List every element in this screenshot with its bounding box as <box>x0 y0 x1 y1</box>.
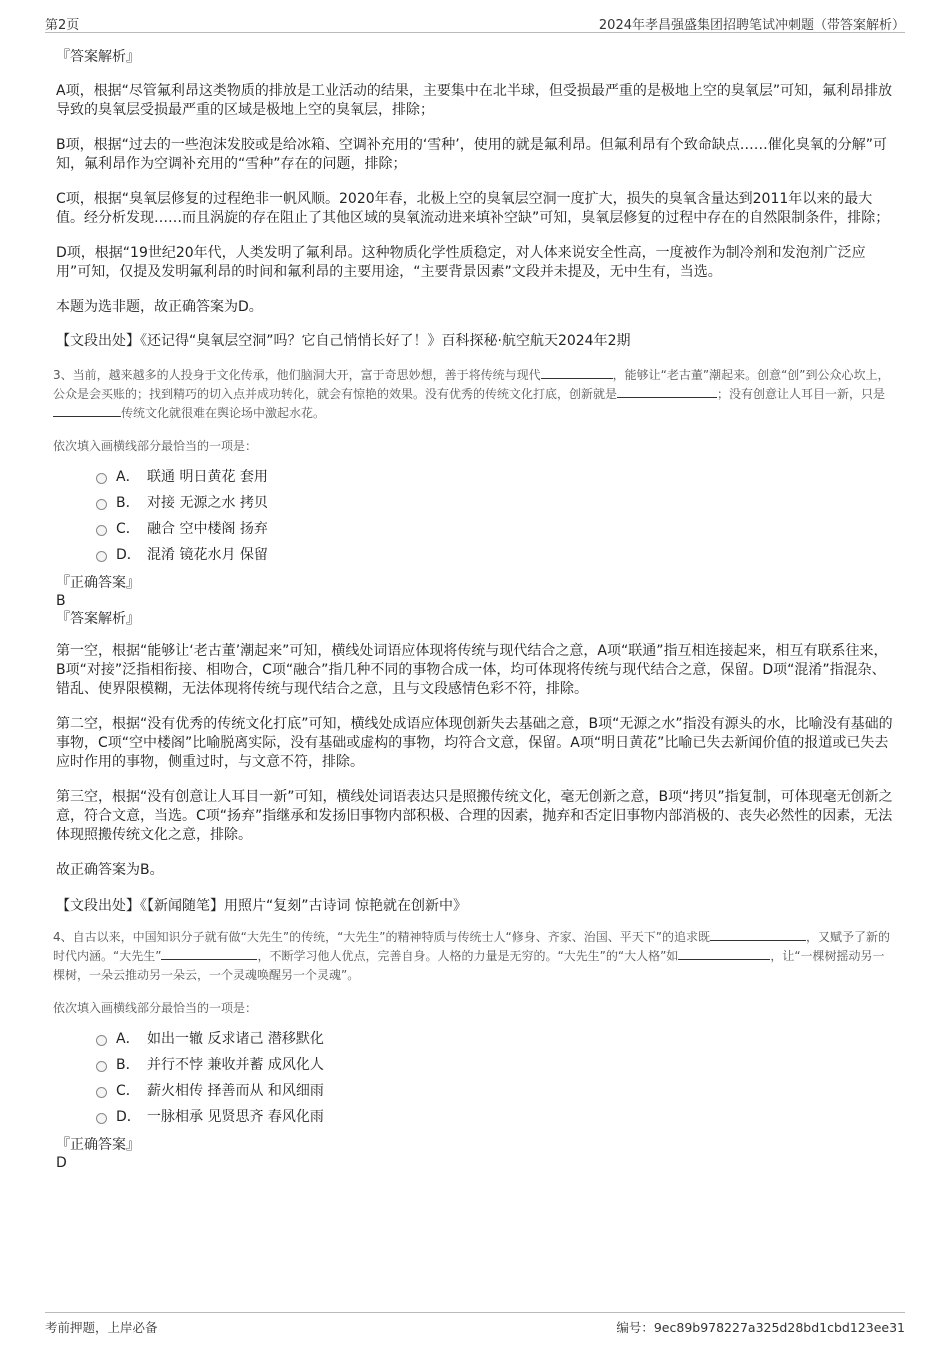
q4-correct-answer: D <box>56 1155 67 1171</box>
document-code: 编号：9ec89b978227a325d28bd1cbd123ee31 <box>616 1320 905 1335</box>
q3-analysis-2: 第二空，根据“没有优秀的传统文化打底”可知，横线处成语应体现创新失去基础之意，B项“无源之水”指没有源头的水，比喻没有基础的事物，C项“空中楼阁”比喻脱离实际，没有基础或虚构的事物，均符合文意，保留。A项“明日黄花”比喻已失去新闻价值的报道或已失去应时作用的事物，侧重过时，与文意不符，排除。 <box>56 716 893 770</box>
radio-icon[interactable] <box>96 1087 107 1098</box>
radio-icon[interactable] <box>96 551 107 562</box>
q3-analysis-tag: 『答案解析』 <box>56 611 140 627</box>
q2-source: 【文段出处】《还记得“臭氧层空洞”吗？它自己悄悄长好了！》百科探秘·航空航天2024年2期 <box>56 333 631 349</box>
page-number: 第2页 <box>45 18 80 33</box>
radio-icon[interactable] <box>96 1113 107 1124</box>
q3-option-d[interactable]: D． 混淆 镜花水月 保留 <box>56 542 896 568</box>
q3-blank-1 <box>541 366 613 379</box>
radio-icon[interactable] <box>96 1035 107 1046</box>
q4-question: 4、自古以来，中国知识分子就有做“大先生”的传统，“大先生”的精神特质与传统士人“修身、齐家、治国、平天下”的追求既 ，又赋予了新的时代内涵。“大先生” ，不断学习他人优点，完善自身。人格的力量是无穷的。“大先生”的“大人格”如 ，让“一棵树摇动另一棵树，一朵云推动另一朵云，一个灵魂唤醒另一个灵魂”。 <box>53 930 890 982</box>
q4-blank-3 <box>678 947 770 960</box>
q3-option-c[interactable]: C． 融合 空中楼阁 扬弃 <box>56 516 896 542</box>
q4-option-c[interactable]: C． 薪火相传 择善而从 和风细雨 <box>56 1078 896 1104</box>
radio-icon[interactable] <box>96 525 107 536</box>
radio-icon[interactable] <box>96 499 107 510</box>
q3-correct-tag: 『正确答案』 <box>56 575 140 591</box>
q4-prompt: 依次填入画横线部分最恰当的一项是： <box>53 1001 258 1015</box>
q4-option-d[interactable]: D． 一脉相承 见贤思齐 春风化雨 <box>56 1104 896 1130</box>
q3-option-a[interactable]: A． 联通 明日黄花 套用 <box>56 464 896 490</box>
q4-option-a[interactable]: A． 如出一辙 反求诸己 潜移默化 <box>56 1026 896 1052</box>
q3-correct-answer: B <box>56 593 66 609</box>
q3-blank-3 <box>53 404 121 417</box>
q2-analysis-d: D项，根据“19世纪20年代，人类发明了氟利昂。这种物质化学性质稳定，对人体来说安全性高，一度被作为制冷剂和发泡剂广泛应用”可知，仅提及发明氟利昂的时间和氟利昂的主要用途，“主要背景因素”文段并未提及，无中生有，当选。 <box>56 245 866 280</box>
q2-analysis-b: B项，根据“过去的一些泡沫发胶或是给冰箱、空调补充用的‘雪种’，使用的就是氟利昂。但氟利昂有个致命缺点……催化臭氧的分解”可知，氟利昂作为空调补充用的“雪种”存在的问题，排除； <box>56 137 888 172</box>
q3-analysis-1: 第一空，根据“能够让‘老古董’潮起来”可知，横线处词语应体现将传统与现代结合之意，A项“联通”指互相连接起来，相互有联系往来，B项“对接”泛指相衔接、相吻合，C项“融合”指几种不同的事物合成一体，均可体现将传统与现代结合之意，保留。D项“混淆”指混杂、错乱、使界限模糊，无法体现将传统与现代结合之意，且与文段感情色彩不符，排除。 <box>56 643 888 697</box>
page-footer <box>45 1312 905 1335</box>
q3-options <box>56 464 896 568</box>
q3-blank-2 <box>617 385 717 398</box>
q3-question: 3、当前，越来越多的人投身于文化传承，他们脑洞大开，富于奇思妙想，善于将传统与现代 ，能够让“老古董”潮起来。创意“创”到公众心坎上，公众是会买账的；找到精巧的切入点并成功转化，就会有惊艳的效果。没有优秀的传统文化打底，创新就是 ；没有创意让人耳目一新，只是传统文化就很难在舆论场中激起水花。 <box>53 368 890 420</box>
page-header <box>45 12 905 33</box>
radio-icon[interactable] <box>96 473 107 484</box>
main-content <box>53 44 896 1172</box>
radio-icon[interactable] <box>96 1061 107 1072</box>
q3-option-b[interactable]: B． 对接 无源之水 拷贝 <box>56 490 896 516</box>
q3-conclusion: 故正确答案为B。 <box>56 862 164 878</box>
q3-source: 【文段出处】《【新闻随笔】用照片“复刻”古诗词 惊艳就在创新中》 <box>56 898 467 914</box>
q4-option-b[interactable]: B． 并行不悖 兼收并蓄 成风化人 <box>56 1052 896 1078</box>
q4-correct-tag: 『正确答案』 <box>56 1137 140 1153</box>
q2-analysis-a: A项，根据“尽管氟利昂这类物质的排放是工业活动的结果，主要集中在北半球，但受损最严重的是极地上空的臭氧层”可知，氟利昂排放导致的臭氧层受损最严重的区域是极地上空的臭氧层，排除； <box>56 83 893 118</box>
q2-analysis-tag: 『答案解析』 <box>56 49 140 65</box>
document-title: 2024年孝昌强盛集团招聘笔试冲刺题（带答案解析） <box>598 18 905 33</box>
q3-analysis-3: 第三空，根据“没有创意让人耳目一新”可知，横线处词语表达只是照搬传统文化，毫无创新之意，B项“拷贝”指复制，可体现毫无创新之意，符合文意，当选。C项“扬弃”指继承和发扬旧事物内部积极、合理的因素，抛弃和否定旧事物内部消极的、丧失必然性的因素，无法体现照搬传统文化之意，排除。 <box>56 789 893 843</box>
q4-options <box>56 1026 896 1130</box>
footer-slogan: 考前押题，上岸必备 <box>45 1320 158 1335</box>
q2-conclusion: 本题为选非题，故正确答案为D。 <box>56 299 263 315</box>
q3-prompt: 依次填入画横线部分最恰当的一项是： <box>53 439 258 453</box>
q4-blank-1 <box>710 928 806 941</box>
q2-analysis-c: C项，根据“臭氧层修复的过程绝非一帆风顺。2020年春，北极上空的臭氧层空洞一度扩大，损失的臭氧含量达到2011年以来的最大值。经分析发现……而且涡旋的存在阻止了其他区域的臭氧流动进来填补空缺”可知，臭氧层修复的过程中存在的自然限制条件，排除； <box>56 191 890 226</box>
q4-blank-2 <box>161 947 257 960</box>
